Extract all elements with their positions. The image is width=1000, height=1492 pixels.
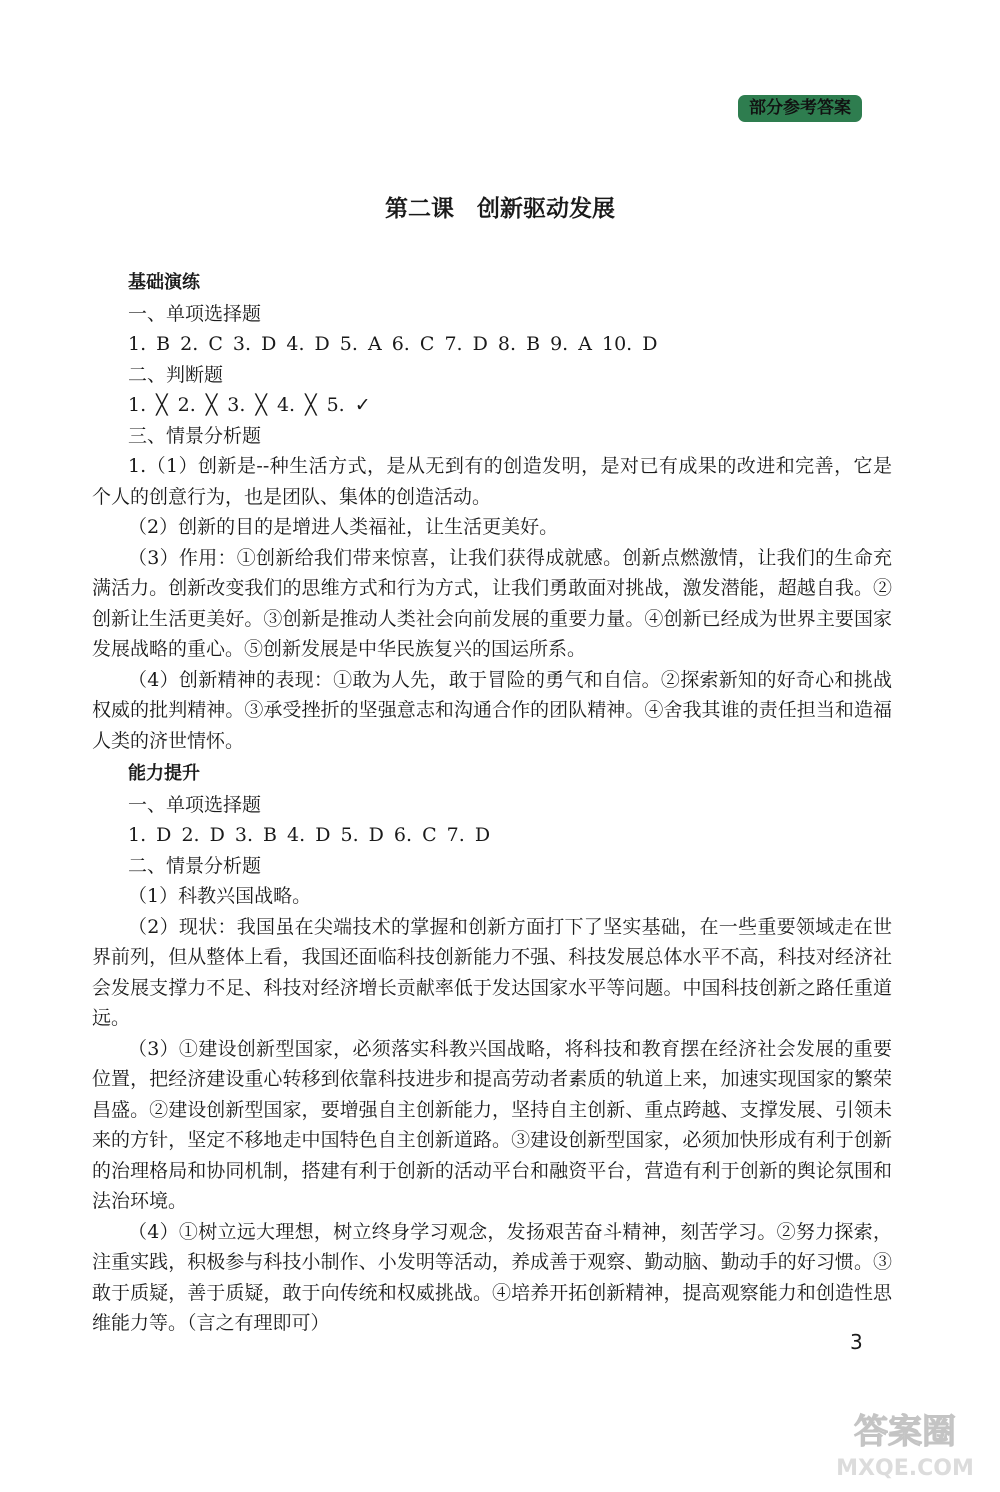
basic-q3-heading: 三、情景分析题 bbox=[128, 424, 262, 447]
watermark-logo bbox=[820, 1405, 990, 1485]
advanced-paragraph: （1）科教兴国战略。 bbox=[128, 885, 312, 907]
page-number: 3 bbox=[850, 1330, 863, 1354]
watermark-text-en: MXQE.COM bbox=[836, 1456, 974, 1481]
watermark-text-cn: 答案圈 bbox=[854, 1412, 956, 1452]
section-heading-basic: 基础演练 bbox=[128, 272, 200, 293]
advanced-q1-answers: 1. D 2. D 3. B 4. D 5. D 6. C 7. D bbox=[128, 824, 491, 846]
advanced-paragraph: （4）①树立远大理想，树立终身学习观念，发扬艰苦奋斗精神，刻苦学习。②努力探索，注重实践，积极参与科技小制作、小发明等活动，养成善于观察、勤动脑、勤动手的好习惯。③敢于质疑，善于质疑，敢于向传统和权威挑战。④培养开拓创新精神，提高观察能力和创造性思维能力等。（言之有理即可） bbox=[92, 1220, 892, 1334]
basic-q2-heading: 二、判断题 bbox=[128, 363, 224, 386]
basic-paragraph: （3）作用：①创新给我们带来惊喜，让我们获得成就感。创新点燃激情，让我们的生命充满活力。创新改变我们的思维方式和行为方式，让我们勇敢面对挑战，激发潜能，超越自我。②创新让生活更美好。③创新是推动人类社会向前发展的重要力量。④创新已经成为世界主要国家发展战略的重心。⑤创新发展是中华民族复兴的国运所系。 bbox=[92, 546, 892, 660]
basic-paragraph: 1.（1）创新是--种生活方式，是从无到有的创造发明，是对已有成果的改进和完善，它是个人的创意行为，也是团队、集体的创造活动。 bbox=[92, 455, 892, 508]
advanced-paragraph: （2）现状：我国虽在尖端技术的掌握和创新方面打下了坚实基础，在一些重要领域走在世界前列，但从整体上看，我国还面临科技创新能力不强、科技发展总体水平不高，科技对经济社会发展支撑力不足、科技对经济增长贡献率低于发达国家水平等问题。中国科技创新之路任重道远。 bbox=[92, 915, 892, 1029]
basic-paragraph: （2）创新的目的是增进人类福祉，让生活更美好。 bbox=[128, 516, 559, 538]
advanced-q2-heading: 二、情景分析题 bbox=[128, 854, 262, 877]
advanced-q1-heading: 一、单项选择题 bbox=[128, 793, 262, 816]
answer-key-badge: 部分参考答案 bbox=[738, 95, 862, 122]
advanced-paragraph: （3）①建设创新型国家，必须落实科教兴国战略，将科技和教育摆在经济社会发展的重要位置，把经济建设重心转移到依靠科技进步和提高劳动者素质的轨道上来，加速实现国家的繁荣昌盛。②建设创新型国家，要增强自主创新能力，坚持自主创新、重点跨越、支撑发展、引领未来的方针，坚定不移地走中国特色自主创新道路。③建设创新型国家，必须加快形成有利于创新的治理格局和协同机制，搭建有利于创新的活动平台和融资平台，营造有利于创新的舆论氛围和法治环境。 bbox=[92, 1037, 892, 1212]
lesson-title: 第二课 创新驱动发展 bbox=[385, 196, 615, 222]
basic-q1-heading: 一、单项选择题 bbox=[128, 302, 262, 325]
basic-q2-answers: 1. ╳ 2. ╳ 3. ╳ 4. ╳ 5. ✓ bbox=[128, 394, 371, 416]
answer-content bbox=[92, 268, 892, 1339]
section-heading-advanced: 能力提升 bbox=[128, 763, 200, 784]
basic-paragraph: （4）创新精神的表现：①敢为人先，敢于冒险的勇气和自信。②探索新知的好奇心和挑战权威的批判精神。③承受挫折的坚强意志和沟通合作的团队精神。④舍我其谁的责任担当和造福人类的济世情怀。 bbox=[92, 668, 892, 752]
basic-q1-answers: 1. B 2. C 3. D 4. D 5. A 6. C 7. D 8. B 9. A 10. D bbox=[128, 333, 658, 355]
